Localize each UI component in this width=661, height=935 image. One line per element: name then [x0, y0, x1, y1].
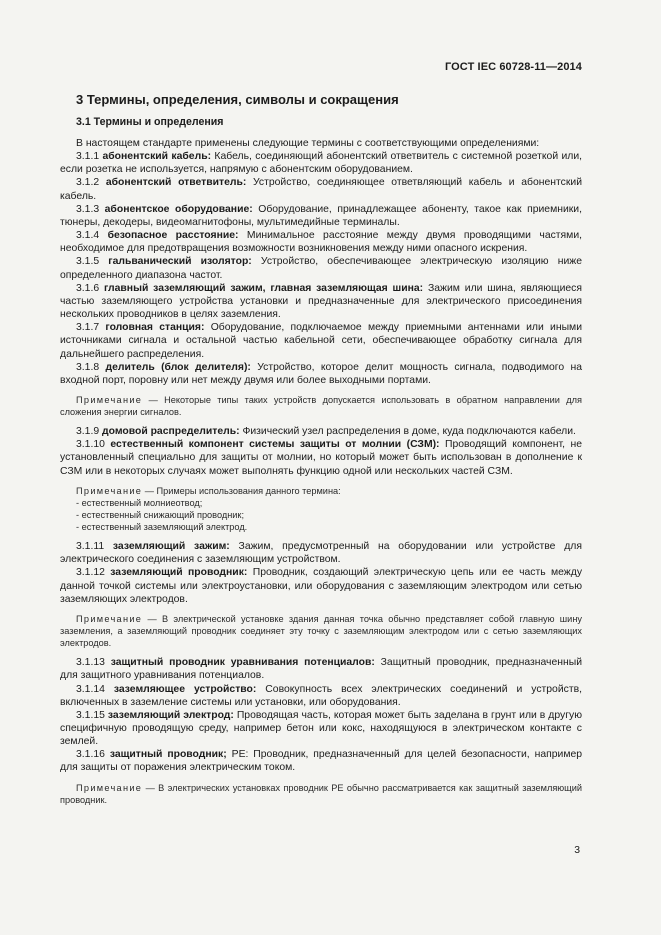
term-name: безопасное расстояние: — [107, 230, 239, 242]
note-3: Примечание — В электрической установке здания данная точка обычно представляет собой главную шину заземления, а заземляющий проводник соединяет эту точку с заземляющим электродом или с сетью заземляющих электродов. — [60, 613, 582, 649]
section-title: 3 Термины, определения, символы и сокращения — [76, 92, 399, 107]
term-entry: 3.1.3 абонентское оборудование: Оборудование, принадлежащее абоненту, такое как приемники, тюнеры, декодеры, видеомагнитофоны, мультимедийные терминалы. — [60, 203, 582, 228]
note-label: Примечание — [76, 394, 143, 405]
term-name: защитный проводник; — [109, 749, 227, 761]
term-entry: 3.1.6 главный заземляющий зажим, главная заземляющая шина: Зажим или шина, являющиеся частью заземляющего устройства установки и предназначенные для электрического присоединения нескольких проводников в целях заземления. — [60, 282, 582, 321]
term-name: головная станция: — [105, 322, 205, 334]
term-name: главный заземляющий зажим, главная заземляющая шина: — [103, 282, 424, 294]
document-code-header: ГОСТ IEC 60728-11—2014 — [444, 61, 582, 73]
term-name: гальванический изолятор: — [108, 256, 252, 268]
term-name: естественный компонент системы защиты от молнии (СЗМ): — [110, 439, 440, 451]
term-name: делитель (блок делителя): — [105, 361, 251, 373]
list-item: - естественный заземляющий электрод. — [76, 522, 248, 533]
term-name: защитный проводник уравнивания потенциалов: — [110, 657, 375, 669]
note-1: Примечание — Некоторые типы таких устройств допускается использовать в обратном направлении для сложения энергии сигналов. — [60, 394, 582, 418]
note-label: Примечание — [76, 782, 143, 793]
term-entry: 3.1.8 делитель (блок делителя): Устройство, которое делит мощность сигнала, подводимого на входной порт, поровну или нет между двумя или более выходными портами. — [60, 361, 583, 386]
term-entry: 3.1.14 заземляющее устройство: Совокупность всех электрических соединений и устройств, включенных в заземление системы или установки, или оборудования. — [60, 683, 582, 708]
term-entry: 3.1.5 гальванический изолятор: Устройство, обеспечивающее электрическую изоляцию ниже определенного диапазона частот. — [60, 256, 583, 281]
term-entry: 3.1.16 защитный проводник; PE: Проводник, предназначенный для целей безопасности, например для защиты от поражения электрическим током. — [60, 749, 583, 774]
term-entry: 3.1.12 заземляющий проводник: Проводник, создающий электрическую цепь или ее часть между данной точкой системы или электроустановки, или оборудования с заземляющим электродом или сетью заземляющих электродов. — [60, 567, 583, 605]
term-name: абонентский кабель: — [102, 151, 212, 163]
term-entry: 3.1.7 головная станция: Оборудование, подключаемое между приемными антеннами или иными источниками сигнала и остальной частью кабельной сети, обеспечивающее обработку сигнала для дальнейшего распределения. — [60, 322, 582, 360]
note-4: Примечание — В электрических установках проводник PE обычно рассматривается как защитный заземляющий проводник. — [60, 782, 583, 805]
note-label: Примечание — [76, 485, 143, 496]
list-item: - естественный молниеотвод; — [76, 497, 203, 508]
term-name: домовой распределитель: — [102, 426, 240, 438]
term-name: заземляющее устройство: — [113, 683, 257, 695]
term-entry: 3.1.11 заземляющий зажим: Зажим, предусмотренный на оборудовании или устройстве для электрического соединения с заземляющим устройством. — [60, 541, 582, 566]
term-name: абонентский ответвитель: — [105, 177, 247, 189]
term-entry: 3.1.4 безопасное расстояние: Минимальное расстояние между двумя проводящими частями, необходимое для предотвращения возможности возникновения между ними опасного искрения. — [60, 230, 583, 255]
term-entry: 3.1.10 естественный компонент системы защиты от молнии (СЗМ): Проводящий компонент, не установленный специально для защиты от молнии, но который может быть использован в дополнение к СЗМ или в некоторых случаях может выполнять функцию одной или нескольких частей СЗМ. — [60, 439, 583, 477]
subsection-title: 3.1 Термины и определения — [76, 116, 224, 128]
term-name: заземляющий зажим: — [112, 541, 230, 553]
note-2: Примечание — Примеры использования данного термина: - естественный молниеотвод; - естественный снижающий проводник; - естественный заземляющий электрод. — [60, 485, 582, 533]
term-name: заземляющий проводник: — [110, 567, 248, 579]
note-label: Примечание — [76, 613, 143, 624]
page-content — [60, 91, 582, 813]
term-entry: 3.1.2 абонентский ответвитель: Устройство, соединяющее ответвляющий кабель и абонентский кабель. — [60, 177, 582, 202]
term-entry: 3.1.15 заземляющий электрод: Проводящая часть, которая может быть заделана в грунт или в другую специфичную проводящую среду, например бетон или кокс, находящуюся в электрическом контакте с землей. — [60, 709, 583, 748]
note-list — [60, 497, 582, 533]
list-item: - естественный снижающий проводник; — [76, 509, 244, 520]
term-entry: 3.1.9 домовой распределитель: Физический узел распределения в доме, куда подключаются кабели. — [76, 426, 576, 438]
intro-paragraph: В настоящем стандарте применены следующие термины с соответствующими определениями: — [76, 138, 540, 149]
term-entry: 3.1.1 абонентский кабель: Кабель, соединяющий абонентский ответвитель с системной розеткой или, если розетка не используется, напрямую с абонентским оборудованием. — [60, 151, 583, 176]
term-entry: 3.1.13 защитный проводник уравнивания потенциалов: Защитный проводник, предназначенный для защитного уравнивания потенциалов. — [60, 657, 582, 682]
term-name: заземляющий электрод: — [107, 709, 234, 721]
page-number: 3 — [574, 845, 580, 856]
term-name: абонентское оборудование: — [104, 203, 253, 215]
